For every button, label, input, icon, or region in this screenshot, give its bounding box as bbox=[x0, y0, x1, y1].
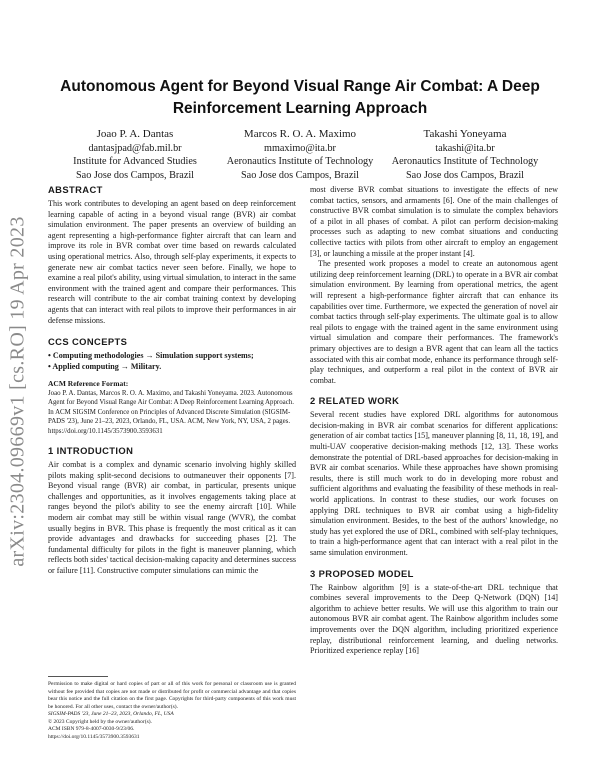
introduction-text: Air combat is a complex and dynamic scenario involving highly skilled pilots making split-second decisions to outmaneuver their opponents [7]. Beyond visual range (BVR) air combat, in particular, presents unique challenges and opportunities, as it involves engagements taking place at ranges beyond the pilot's ability to see the enemy aircraft [10]. While modern air combat may still be within visual range (WVR), the combat usually begins in BVR. This phase is frequently the most critical as it can provide advantages and drawbacks for succeeding phases [2]. The fundamental difficulty for pilots in the fight is maneuver planning, which reflects both sides' tactical decision-making capacity and determines success or failure [11]. Constructive computer simulations can mimic the bbox=[48, 459, 296, 575]
author-2 bbox=[215, 128, 385, 182]
copyright-line: © 2023 Copyright held by the owner/author(s). bbox=[48, 718, 152, 725]
ccs-heading: CCS CONCEPTS bbox=[48, 336, 128, 348]
ccs-concept-2 bbox=[48, 362, 296, 373]
author-location: Sao Jose dos Campos, Brazil bbox=[406, 169, 524, 181]
ccs-concept-1 bbox=[48, 351, 296, 362]
conference-line: SIGSIM-PADS '23, June 21–23, 2023, Orlando, FL, USA bbox=[48, 711, 174, 717]
abstract-heading: ABSTRACT bbox=[48, 184, 103, 195]
acm-reference-text: Joao P. A. Dantas, Marcos R. O. A. Maximo, and Takashi Yoneyama. 2023. Autonomous Agent for Beyond Visual Range Air Combat: A Deep Reinforcement Learning Approach. In ACM SIGSIM Conference on Principles of Advanced Discrete Simulation (SIGSIM-PADS '23), June 21–23, 2023, Orlando, FL, USA. ACM, New York, NY, USA, 2 pages. https://doi.org/10.1145/3573900.3593631 bbox=[48, 389, 294, 435]
arxiv-stamp bbox=[3, 212, 33, 570]
paper-title: Autonomous Agent for Beyond Visual Range Air Combat: A Deep Reinforcement Learning Approach bbox=[60, 78, 540, 117]
intro-paragraph-2: The presented work proposes a model to create an autonomous agent utilizing deep reinforcement learning (DRL) to operate in a BVR air combat simulation environment. By learning from operational metrics, the agent will represent a high-performance fighter aircraft that can enhance its capabilities over time. Furthermore, we expected the generation of novel air combat tactics through self-play experiments. The ultimate goal is to allow real pilots to engage with the trained agent in the same environment using virtual simulation and compare their performances. The framework's primary objectives are to design a BVR agent that can learn all the tactics associated with this air combat mode, enhance its performance through self-play techniques, and outperform a real pilot in the context of BVR air combat. bbox=[310, 259, 558, 385]
ccs-concept-2-text: • Applied computing → Military. bbox=[48, 361, 162, 371]
permission-notice: Permission to make digital or hard copies of part or all of this work for personal or classroom use is granted without fee provided that copies are not made or distributed for profit or commercial advantage and that copies bear this notice and the full citation on the first page. Copyrights for third-party components of this work must be honored. For all other uses, contact the owner/author(s). bbox=[48, 681, 296, 710]
author-email[interactable]: takashi@ita.br bbox=[435, 142, 495, 154]
author-3 bbox=[380, 128, 550, 182]
intro-continued-text: most diverse BVR combat situations to investigate the effects of new combat tactics, sensors, and armaments [6]. One of the main challenges of constructive BVR combat simulation is to simulate the complex behaviors of a pilot in all phases of combat. A pilot can perform decision-making processes such as adapting to new combat situations and conducting collective tactics with pilots from other aircraft to employ an engagement [3], or launching a missile at the proper instant [4]. bbox=[310, 185, 558, 258]
author-location: Sao Jose dos Campos, Brazil bbox=[241, 169, 359, 181]
acm-reference-label: ACM Reference Format: bbox=[48, 379, 129, 389]
arxiv-stamp-text: arXiv:2304.09669v1 [cs.RO] 19 Apr 2023 bbox=[6, 215, 29, 567]
author-1 bbox=[50, 128, 220, 182]
proposed-model-heading: 3 PROPOSED MODEL bbox=[310, 567, 414, 579]
footnote-block bbox=[48, 676, 296, 741]
author-email[interactable]: mmaximo@ita.br bbox=[264, 142, 336, 154]
author-name: Joao P. A. Dantas bbox=[96, 128, 174, 140]
author-name: Takashi Yoneyama bbox=[423, 128, 507, 140]
author-name: Marcos R. O. A. Maximo bbox=[243, 128, 357, 140]
related-work-text: Several recent studies have explored DRL algorithms for autonomous decision-making in BVR air combat scenarios for different applications: generation of air combat tactics [15], maneuver planning [8, 11, 18, 19], and multi-UAV cooperative decision-making methods [12, 13]. These works demonstrate the potential of DRL-based approaches for decision-making in BVR air combat scenarios. While these approaches have shown promising results, there is still much work to do in developing more robust and sufficient algorithms and evaluating the feasibility of these methods in real-world applications. In contrast to these studies, our work focuses on applying DRL techniques to BVR air combat using a high-fidelity simulation environment. Besides, to the best of the authors' knowledge, no study has yet explored the use of DRL, combined with self-play techniques, to train a high-performance agent that can interact with a real pilot in the same simulation environment. bbox=[310, 410, 558, 557]
author-affiliation: Institute for Advanced Studies bbox=[73, 156, 197, 168]
related-work-heading: 2 RELATED WORK bbox=[310, 395, 400, 407]
author-affiliation: Aeronautics Institute of Technology bbox=[226, 156, 374, 168]
footnote-rule bbox=[48, 676, 108, 677]
right-column bbox=[310, 185, 558, 657]
proposed-model-text: The Rainbow algorithm [9] is a state-of-the-art DRL technique that combines several improvements to the Deep Q-Network (DQN) [14] algorithm to achieve better results. We will use this algorithm to train our autonomous BVR air combat agent. The Rainbow algorithm includes some improvements over the DQN algorithm, including prioritized experience replay, distributional reinforcement learning, and dueling networks. Prioritized experience replay [16] bbox=[310, 582, 558, 656]
abstract-text: This work contributes to developing an agent based on deep reinforcement learning capable of acting in a beyond visual range (BVR) air combat simulation environment. The paper presents an overview of building an agent representing a high-performance fighter aircraft that can learn and improve its role in BVR combat over time based on rewards calculated using operational metrics. Also, through self-play experiments, it expects to generate new air combat tactics never seen before. Finally, we hope to examine a real pilot's ability, using virtual simulation, to interact in the same environment with the trained agent and compare their performances. This research will contribute to the air combat training context by developing agents that can interact with real pilots to improve their performances in air defense missions. bbox=[48, 199, 296, 325]
author-email[interactable]: dantasjpad@fab.mil.br bbox=[88, 142, 182, 154]
left-column bbox=[48, 184, 296, 576]
author-affiliation: Aeronautics Institute of Technology bbox=[391, 156, 539, 168]
introduction-heading: 1 INTRODUCTION bbox=[48, 444, 134, 456]
doi-link[interactable]: https://doi.org/10.1145/3573900.3593631 bbox=[48, 733, 140, 740]
ccs-concept-1-text: • Computing methodologies → Simulation support systems; bbox=[48, 351, 254, 361]
author-location: Sao Jose dos Campos, Brazil bbox=[76, 169, 194, 181]
isbn-line: ACM ISBN 979-8-4007-0030-9/23/06. bbox=[48, 726, 135, 732]
